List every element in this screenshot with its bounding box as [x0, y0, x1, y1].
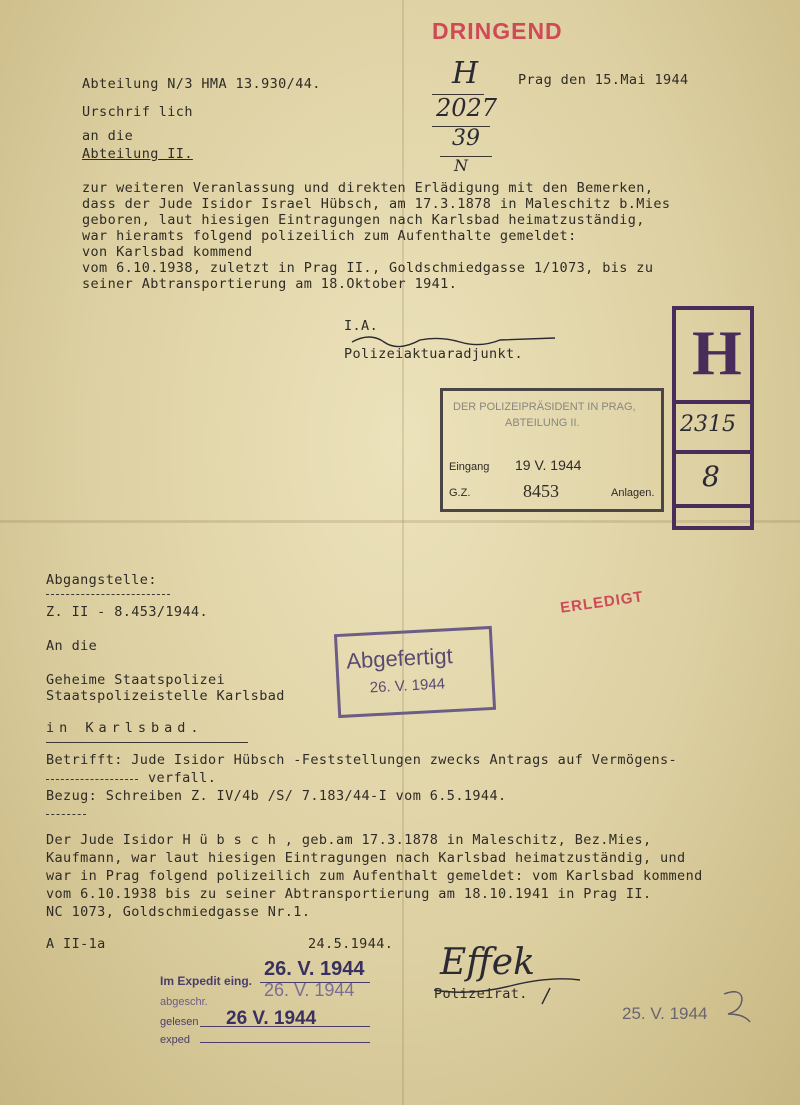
header-reference: Abteilung N/3 HMA 13.930/44.: [82, 76, 321, 92]
registration-stamp: [440, 388, 664, 512]
hand-ref-sub: 39: [452, 126, 480, 151]
lower-signer-title: Polizeirat.: [434, 986, 528, 1002]
lower-body-line-2: Kaufmann, war laut hiesigen Eintragungen nach Karlsbad heimatzuständig, und: [46, 850, 686, 866]
city-rule: [46, 742, 248, 743]
bezug-line: Bezug: Schreiben Z. IV/4b /S/ 7.183/44-I vom 6.5.1944.: [46, 788, 507, 804]
reg-eingang-label: Eingang: [449, 461, 490, 473]
recipient-line-2: Staatspolizeistelle Karlsbad: [46, 688, 285, 704]
upper-body-line-4: war hieramts folgend polizeilich zum Aufenthalte gemeldet:: [82, 228, 577, 244]
side-stamp-num1-box: [676, 404, 750, 454]
lower-body-line-1: Der Jude Isidor H ü b s c h , geb.am 17.3.1878 in Maleschitz, Bez.Mies,: [46, 832, 652, 848]
fold-vertical: [402, 0, 404, 1105]
corner-checkmark: [720, 984, 760, 1024]
side-stamp-letter-box: [676, 310, 750, 404]
lower-body-line-4: vom 6.10.1938 bis zu seiner Abtransportierung am 18.10.1941 in Prag II.: [46, 886, 652, 902]
upper-body-line-7: seiner Abtransportierung am 18.Oktober 1941.: [82, 276, 458, 292]
abteilung-label: Abteilung II.: [82, 146, 193, 162]
lower-date: 24.5.1944.: [308, 936, 394, 952]
reg-anlagen-label: Anlagen.: [611, 487, 655, 499]
header-place-date: Prag den 15.Mai 1944: [518, 72, 689, 88]
exped-rule: [200, 1042, 370, 1043]
stamp-abgefertigt: [334, 626, 496, 718]
upper-body-line-6: vom 6.10.1938, zuletzt in Prag II., Goldschmiedgasse 1/1073, bis zu: [82, 260, 654, 276]
side-stamp: [672, 306, 754, 530]
lower-an-die: An die: [46, 638, 98, 654]
recipient-line-1: Geheime Staatspolizei: [46, 672, 226, 688]
exped-label: exped: [160, 1034, 190, 1046]
ia-label: I.A.: [344, 318, 379, 334]
hand-ref-letter: H: [452, 56, 479, 91]
side-stamp-num2-box: [676, 454, 750, 508]
gelesen-rule: [200, 1026, 370, 1027]
lower-body-line-5: NC 1073, Goldschmiedgasse Nr.1.: [46, 904, 311, 920]
lower-reference: Z. II - 8.453/1944.: [46, 604, 209, 620]
expedit-date: 26. V. 1944: [264, 958, 365, 980]
stamp-abgefertigt-label: Abgefertigt: [345, 643, 454, 674]
reg-office-line1: DER POLIZEIPRÄSIDENT IN PRAG,: [453, 401, 636, 413]
reg-eingang-date: 19 V. 1944: [515, 457, 582, 473]
department-code: A II-1a: [46, 936, 106, 952]
upper-signer-title: Polizeiaktuaradjunkt.: [344, 346, 524, 362]
betrifft-dash: [46, 779, 138, 780]
stamp-abgefertigt-date: 26. V. 1944: [369, 675, 446, 697]
abgeschr-date: 26. V. 1944: [264, 980, 355, 1000]
upper-body-line-2: dass der Jude Isidor Israel Hübsch, am 17.3.1878 in Maleschitz b.Mies: [82, 196, 671, 212]
reg-gz-number: 8453: [523, 481, 559, 501]
expedit-stamp: [160, 958, 376, 1046]
betrifft-line: Betrifft: Jude Isidor Hübsch -Feststellungen zwecks Antrags auf Vermögens-: [46, 752, 678, 768]
gelesen-label: gelesen: [160, 1016, 199, 1028]
abgeschr-label: abgeschr.: [160, 996, 208, 1008]
upper-body-line-1: zur weiteren Veranlassung und direkten Erlädigung mit den Bemerken,: [82, 180, 654, 196]
side-stamp-num1: 2315: [680, 412, 736, 437]
upper-body-line-3: geboren, laut hiesigen Eintragungen nach Karlsbad heimatzuständig,: [82, 212, 645, 228]
bezug-rule: [46, 814, 86, 815]
reg-gz-label: G.Z.: [449, 487, 471, 499]
lower-body-line-3: war in Prag folgend polizeilich zum Aufenthalt gemeldet: vom Karlsbad kommend: [46, 868, 703, 884]
expedit-label: Im Expedit eing.: [160, 974, 253, 988]
side-stamp-letter: H: [692, 317, 742, 388]
abgangstelle-label: Abgangstelle:: [46, 572, 157, 588]
in-city-label: in Karlsbad.: [46, 720, 204, 736]
an-die-label: an die: [82, 128, 134, 144]
hand-ref-number: 2027: [436, 94, 498, 122]
gelesen-date: 26 V. 1944: [226, 1008, 317, 1029]
side-stamp-num2: 8: [702, 460, 720, 493]
stamp-erledigt: ERLEDIGT: [559, 588, 645, 617]
reg-office-line2: ABTEILUNG II.: [505, 417, 580, 429]
hand-ref-initial: N: [454, 156, 468, 175]
lower-signature: Effek: [440, 942, 535, 983]
abgangstelle-rule: [46, 594, 170, 595]
corner-date-stamp: 25. V. 1944: [622, 1004, 708, 1023]
betrifft-continuation: verfall.: [148, 770, 217, 786]
urschrift-label: Urschrif lich: [82, 104, 193, 120]
stamp-dringend: DRINGEND: [432, 18, 563, 44]
upper-body-line-5: von Karlsbad kommend: [82, 244, 253, 260]
